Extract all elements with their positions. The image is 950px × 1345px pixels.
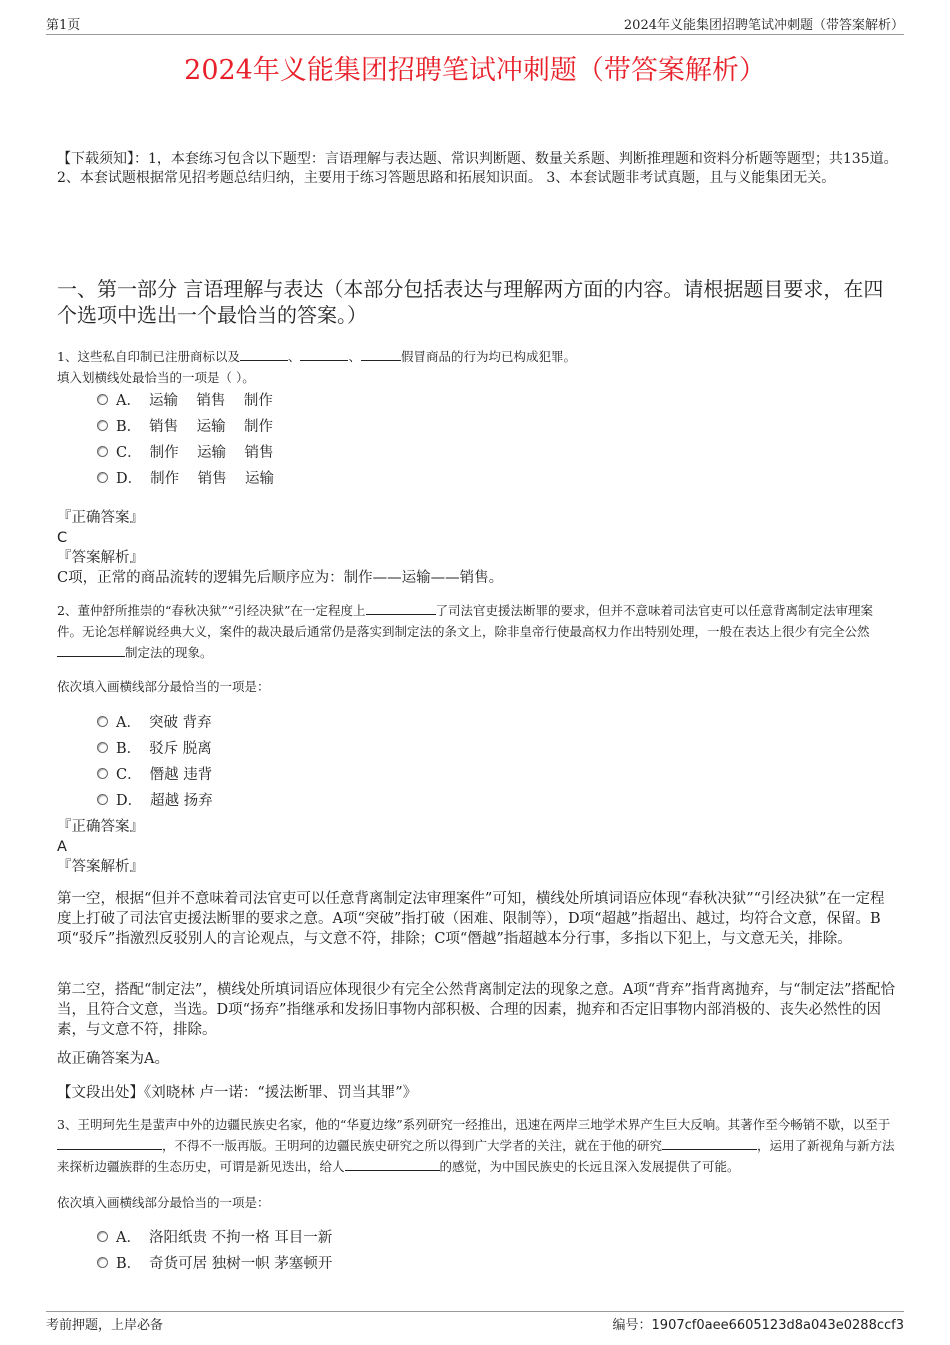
question-3-option-b[interactable]: B． 奇货可居 独树一帜 茅塞顿开 [97, 1252, 332, 1273]
question-2-option-c[interactable]: C． 僭越 违背 [97, 763, 212, 784]
blank [345, 1157, 440, 1171]
blank [366, 601, 436, 615]
question-1-option-b[interactable]: B． 销售 运输 制作 [97, 415, 273, 436]
footer-slogan: 考前押题，上岸必备 [46, 1318, 164, 1333]
radio-icon[interactable] [97, 1257, 108, 1268]
question-1-prompt: 填入划横线处最恰当的一项是（ ）。 [57, 370, 255, 385]
download-notice: 【下载须知】：1，本套练习包含以下题型：言语理解与表达题、常识判断题、数量关系题、判断推理题和资料分析题等题型；共135道。 2、本套试题根据常见招考题总结归纳，主要用于练习答题思路和拓展知识面。 3、本套试题非考试真题，且与义能集团无关。 [57, 151, 898, 186]
question-3-stem: 3、王明珂先生是蜚声中外的边疆民族史名家，他的“华夏边缘”系列研究一经推出，迅速在两岸三地学术界产生巨大反响。其著作至今畅销不歇，以至于，不得不一版再版。王明珂的边疆民族史研究之所以得到广大学者的关注，就在于他的研究 ，运用了新视角与新方法来探析边疆族群的生态历史，可谓是新见迭出，给人 的感觉，为中国民族史的长远且深入发展提供了可能。 [57, 1117, 895, 1174]
header-title: 2024年义能集团招聘笔试冲刺题（带答案解析） [623, 18, 904, 33]
blank [57, 1136, 162, 1150]
question-1-option-d[interactable]: D． 制作 销售 运输 [97, 467, 274, 488]
correct-answer: A [57, 839, 67, 855]
blank [57, 643, 125, 657]
question-3-prompt: 依次填入画横线部分最恰当的一项是： [57, 1195, 270, 1210]
question-2-answer: 『正确答案』 A 『答案解析』 [57, 817, 898, 877]
question-1-option-c[interactable]: C． 制作 运输 销售 [97, 441, 273, 462]
blank [240, 347, 288, 361]
analysis-paragraph-2: 第二空，搭配“制定法”，横线处所填词语应体现很少有完全公然背离制定法的现象之意。A项“背弃”指背离抛弃，与“制定法”搭配恰当，且符合文意，当选。D项“扬弃”指继承和发扬旧事物内部积极、合理的因素，抛弃和否定旧事物内部消极的、丧失必然性的因素，与文意不符，排除。 [57, 982, 895, 1038]
radio-icon[interactable] [97, 420, 108, 431]
question-2-prompt: 依次填入画横线部分最恰当的一项是： [57, 679, 270, 694]
question-2-stem: 2、董仲舒所推崇的“春秋决狱”“引经决狱”在一定程度上 了司法官吏援法断罪的要求，但并不意味着司法官吏可以任意背离制定法审理案件。无论怎样解说经典大义，案件的裁决最后通常仍是落实到制定法的条文上，除非皇帝行使最高权力作出特别处理，一般在表达上很少有完全公然制定法的现象。 [57, 603, 874, 660]
question-1-answer: 『正确答案』 C 『答案解析』 C项，正常的商品流转的逻辑先后顺序应为：制作——运输——销售。 [57, 508, 898, 588]
question-2-option-b[interactable]: B． 驳斥 脱离 [97, 737, 212, 758]
radio-icon[interactable] [97, 742, 108, 753]
blank [662, 1136, 757, 1150]
analysis-paragraph-1: 第一空，根据“但并不意味着司法官吏可以任意背离制定法审理案件”可知，横线处所填词语应体现“春秋决狱”“引经决狱”在一定程度上打破了司法官吏援法断罪的要求之意。A项“突破”指打破（困难、限制等），D项“超越”指超出、越过，均符合文意，保留。B项“驳斥”指激烈反驳别人的言论观点，与文意不符，排除；C项“僭越”指超越本分行事，多指以下犯上，与文意无关，排除。 [57, 891, 885, 947]
correct-answer: C [57, 530, 68, 546]
page-header [46, 14, 904, 35]
passage-source: 【文段出处】《刘晓林 卢一诺：“援法断罪、罚当其罪”》 [57, 1085, 418, 1101]
answer-analysis: C项，正常的商品流转的逻辑先后顺序应为：制作——运输——销售。 [57, 570, 504, 586]
radio-icon[interactable] [97, 446, 108, 457]
blank [361, 347, 401, 361]
question-2-option-d[interactable]: D． 超越 扬弃 [97, 789, 213, 810]
document-title: 2024年义能集团招聘笔试冲刺题（带答案解析） [184, 55, 766, 86]
radio-icon[interactable] [97, 794, 108, 805]
radio-icon[interactable] [97, 1231, 108, 1242]
question-2-option-a[interactable]: A． 突破 背弃 [97, 711, 212, 732]
radio-icon[interactable] [97, 394, 108, 405]
section-title: 一、第一部分 言语理解与表达（本部分包括表达与理解两方面的内容。请根据题目要求，在四个选项中选出一个最恰当的答案。） [57, 277, 884, 327]
question-1-stem: 1、这些私自印制已注册商标以及 、 、 假冒商品的行为均已构成犯罪。 填入划横线处最恰当的一项是（ ）。 [57, 349, 577, 385]
page-footer [46, 1311, 904, 1333]
document-id: 编号：1907cf0aee6605123d8a043e0288ccf3 [612, 1318, 904, 1333]
analysis-conclusion: 故正确答案为A。 [57, 1051, 169, 1067]
page-number: 第1页 [46, 18, 81, 33]
radio-icon[interactable] [97, 768, 108, 779]
radio-icon[interactable] [97, 716, 108, 727]
radio-icon[interactable] [97, 472, 108, 483]
question-3-option-a[interactable]: A． 洛阳纸贵 不拘一格 耳目一新 [97, 1226, 332, 1247]
question-1-option-a[interactable]: A． 运输 销售 制作 [97, 389, 273, 410]
blank [300, 347, 348, 361]
